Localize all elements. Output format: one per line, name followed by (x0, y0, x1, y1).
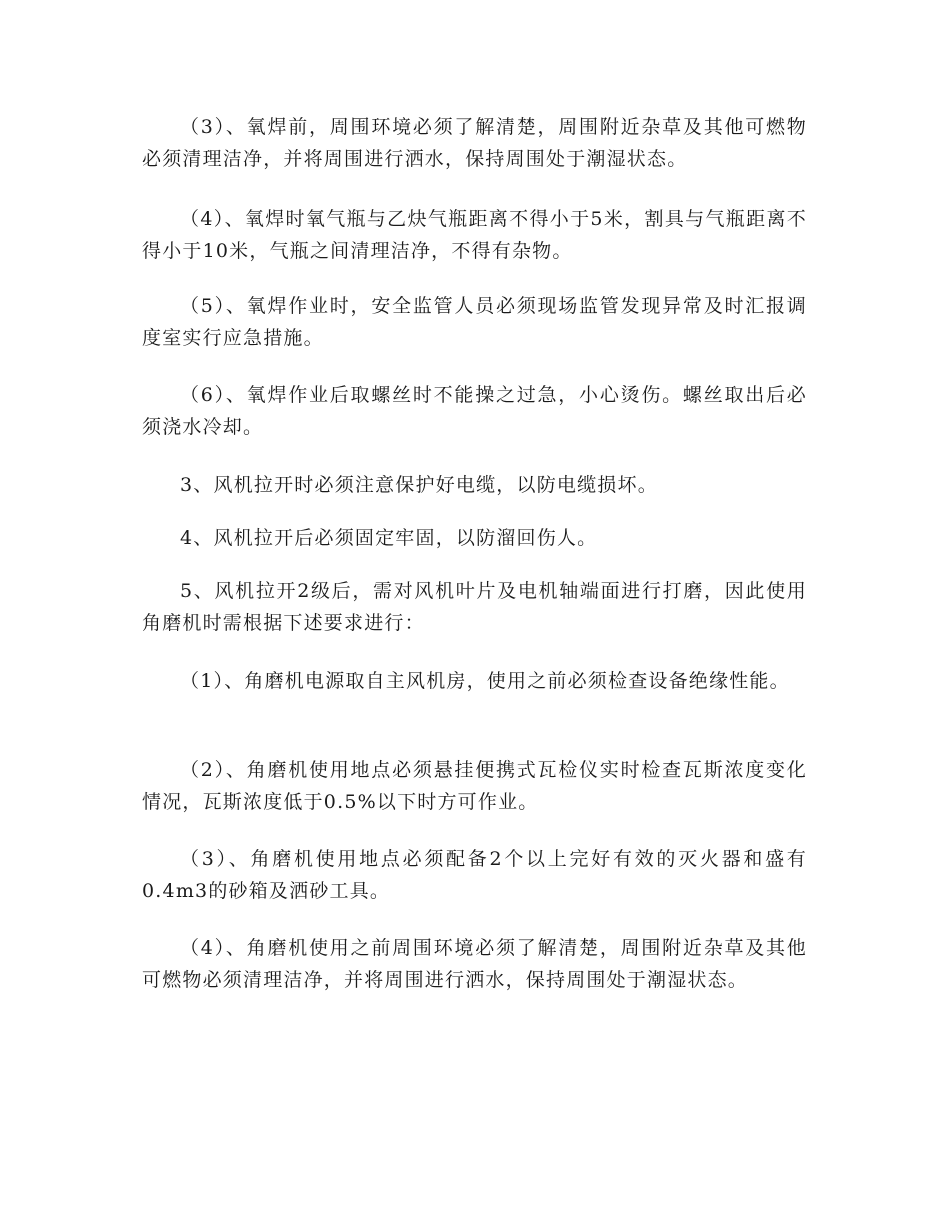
paragraph-fire-extinguisher: （3）、角磨机使用地点必须配备2个以上完好有效的灭火器和盛有0.4m3的砂箱及洒砂工具。 (142, 848, 807, 902)
paragraph-fan-cable-protection: 3、风机拉开时必须注意保护好电缆，以防电缆损坏。 (180, 474, 658, 496)
paragraph-fan-grinding: 5、风机拉开2级后，需对风机叶片及电机轴端面进行打磨，因此使用角磨机时需根据下述要求进行： (142, 580, 807, 634)
paragraph-safety-supervision: （5）、氧焊作业时，安全监管人员必须现场监管发现异常及时汇报调度室实行应急措施。 (142, 295, 807, 349)
paragraph-fan-fixing: 4、风机拉开后必须固定牢固，以防溜回伤人。 (180, 527, 598, 549)
paragraph-gas-detector: （2）、角磨机使用地点必须悬挂便携式瓦检仪实时检查瓦斯浓度变化情况，瓦斯浓度低于0.5%以下时方可作业。 (142, 759, 807, 813)
paragraph-grinder-power: （1）、角磨机电源取自主风机房，使用之前必须检查设备绝缘性能。 (180, 670, 790, 692)
paragraph-bolt-removal: （6）、氧焊作业后取螺丝时不能操之过急，小心烫伤。螺丝取出后必须浇水冷却。 (142, 384, 807, 438)
paragraph-grinder-environment: （4）、角磨机使用之前周围环境必须了解清楚，周围附近杂草及其他可燃物必须清理洁净，并将周围进行洒水，保持周围处于潮湿状态。 (142, 937, 807, 991)
paragraph-gas-cylinder-distance: （4）、氧焊时氧气瓶与乙炔气瓶距离不得小于5米，割具与气瓶距离不得小于10米，气瓶之间清理洁净，不得有杂物。 (142, 208, 807, 262)
paragraph-oxy-welding-environment: （3）、氧焊前，周围环境必须了解清楚，周围附近杂草及其他可燃物必须清理洁净，并将周围进行洒水，保持周围处于潮湿状态。 (142, 116, 807, 170)
